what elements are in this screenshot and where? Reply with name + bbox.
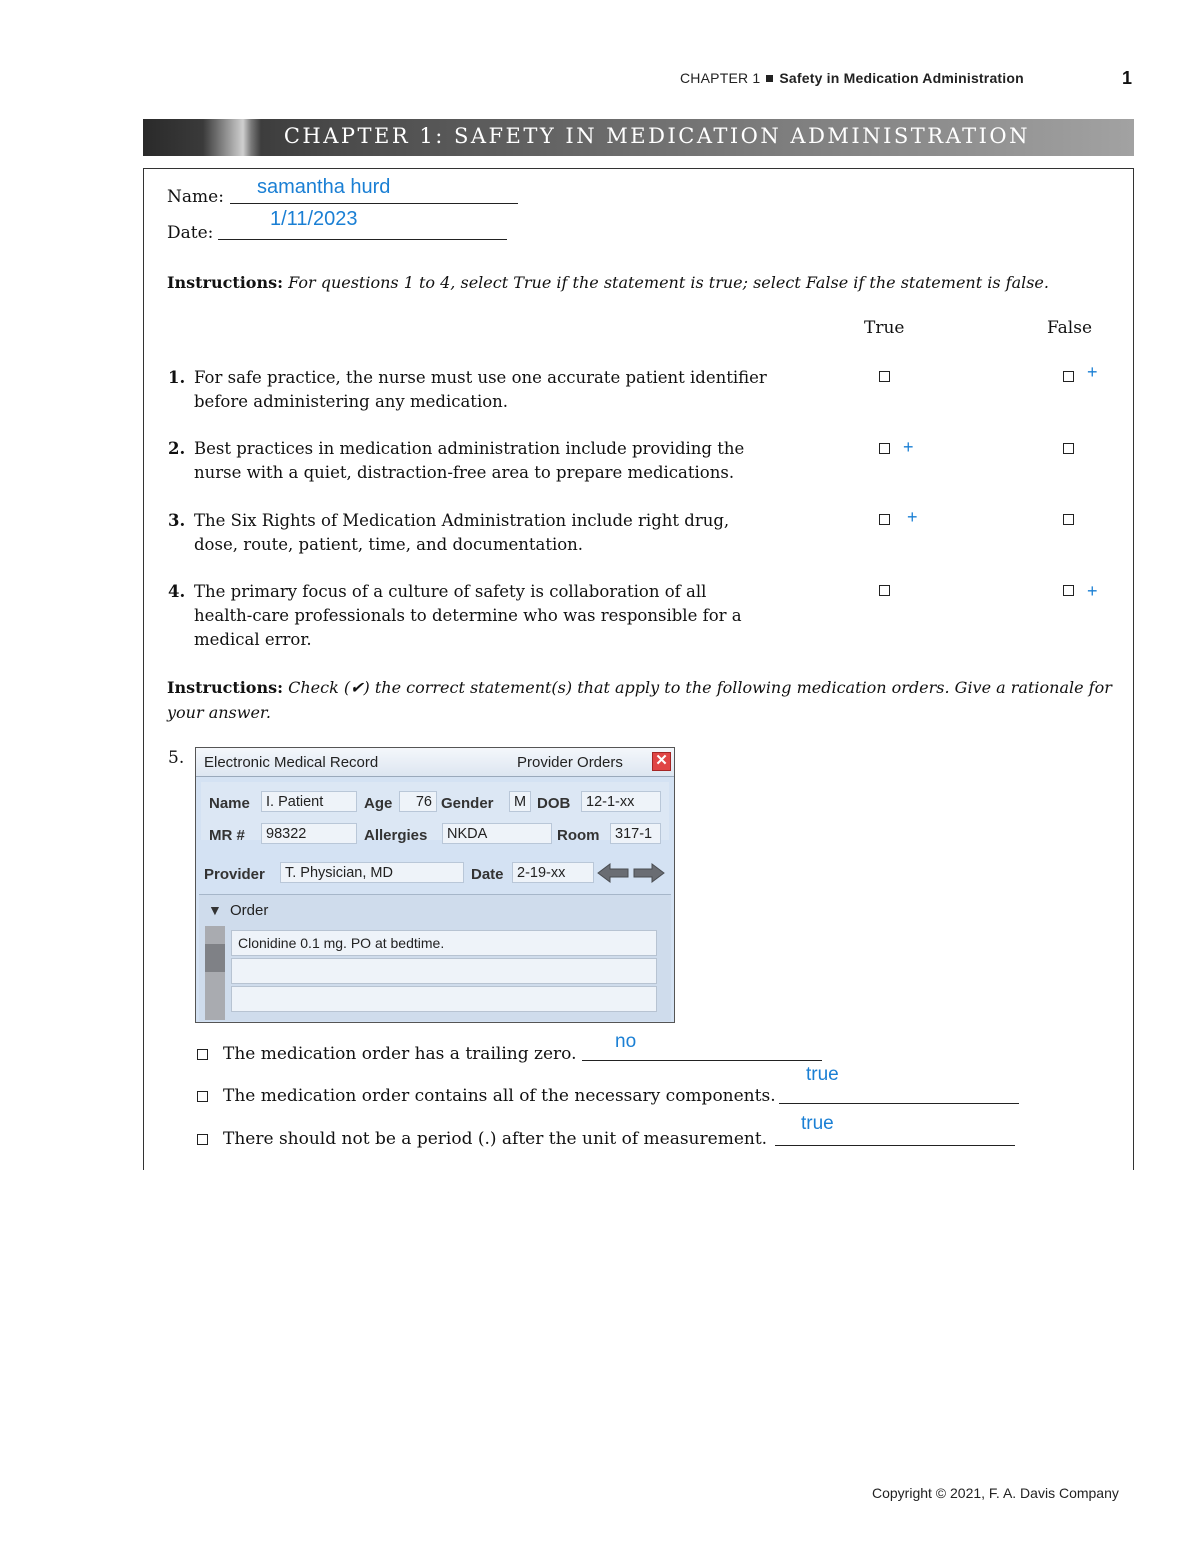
close-icon: ✕: [655, 752, 668, 769]
question-1-answer-mark: +: [1087, 362, 1098, 382]
instructions-true-false: [167, 270, 1117, 295]
emr-order-row-3[interactable]: [231, 986, 657, 1012]
emr-allergies-field[interactable]: NKDA: [442, 823, 552, 844]
worksheet-frame-left: [143, 168, 144, 1170]
emr-provider-label: Provider: [204, 866, 265, 883]
question-4-answer-mark: +: [1087, 581, 1098, 601]
emr-dob-label: DOB: [537, 795, 571, 812]
chapter-banner-title: CHAPTER 1: SAFETY IN MEDICATION ADMINISTRATION: [283, 124, 1030, 148]
column-false-heading: False: [1047, 318, 1092, 338]
worksheet-frame-right: [1133, 168, 1134, 1170]
instructions-text: Check (✔) the correct statement(s) that apply to the following medication orders. Give a rationale for your answer.: [167, 678, 1112, 722]
question-number: 4.: [168, 582, 186, 601]
running-header-chapter: CHAPTER 1: [680, 70, 761, 86]
name-input-line[interactable]: [230, 203, 518, 204]
emr-room-field[interactable]: 317-1: [610, 823, 661, 844]
emr-order-row-1[interactable]: Clonidine 0.1 mg. PO at bedtime.: [231, 930, 657, 956]
statement-1-text: The medication order has a trailing zero.: [223, 1044, 577, 1064]
statement-2-answer-line[interactable]: [779, 1103, 1019, 1104]
emr-date-field[interactable]: 2-19-xx: [512, 862, 594, 883]
copyright: Copyright © 2021, F. A. Davis Company: [872, 1485, 1119, 1501]
question-4: [168, 580, 788, 652]
emr-date-label: Date: [471, 866, 504, 883]
running-header-subtitle: Safety in Medication Administration: [779, 70, 1024, 86]
instructions-check: [167, 675, 1112, 725]
question-5-number: 5.: [168, 748, 185, 768]
emr-order-scrollbar[interactable]: [205, 926, 225, 1020]
arrow-left-icon[interactable]: [598, 864, 628, 882]
name-value: samantha hurd: [257, 176, 391, 198]
emr-gender-field[interactable]: M: [509, 791, 531, 812]
question-number: 3.: [168, 511, 186, 530]
emr-nav-arrows: [596, 861, 668, 885]
question-1-false-checkbox[interactable]: [1063, 371, 1074, 382]
emr-order-label: Order: [230, 902, 269, 919]
statement-3-answer: true: [801, 1113, 834, 1134]
name-label: Name:: [167, 187, 224, 207]
emr-name-label: Name: [209, 795, 250, 812]
emr-mr-field[interactable]: 98322: [261, 823, 357, 844]
question-text: The Six Rights of Medication Administration include right drug, dose, route, patient, time, and documentation.: [194, 511, 730, 554]
question-text: Best practices in medication administration include providing the nurse with a quiet, distraction-free area to prepare medications.: [194, 439, 745, 482]
date-input-line[interactable]: [218, 239, 507, 240]
emr-provider-orders-label: Provider Orders: [517, 754, 623, 771]
question-4-true-checkbox[interactable]: [879, 585, 890, 596]
statement-3-answer-line[interactable]: [775, 1145, 1015, 1146]
question-text: The primary focus of a culture of safety is collaboration of all health-care professionals to determine who was responsible for a medical error.: [194, 582, 742, 649]
emr-name-field[interactable]: I. Patient: [261, 791, 357, 812]
question-3-false-checkbox[interactable]: [1063, 514, 1074, 525]
emr-gender-label: Gender: [441, 795, 494, 812]
statement-1-checkbox[interactable]: [197, 1049, 208, 1060]
instructions-lead: Instructions:: [167, 678, 284, 697]
column-true-heading: True: [864, 318, 905, 338]
question-2-true-checkbox[interactable]: [879, 443, 890, 454]
question-text: For safe practice, the nurse must use one accurate patient identifier before administering any medication.: [194, 368, 767, 411]
running-header: [680, 70, 1024, 86]
question-3: [168, 509, 788, 557]
page-number: 1: [1122, 68, 1133, 88]
emr-title: Electronic Medical Record: [204, 754, 379, 771]
question-2-false-checkbox[interactable]: [1063, 443, 1074, 454]
worksheet-frame-top: [143, 168, 1134, 169]
question-2-answer-mark: +: [903, 437, 914, 457]
date-value: 1/11/2023: [270, 208, 358, 230]
date-label: Date:: [167, 223, 214, 243]
emr-age-label: Age: [364, 795, 393, 812]
emr-age-field[interactable]: 76: [399, 791, 437, 812]
question-number: 2.: [168, 439, 186, 458]
question-4-false-checkbox[interactable]: [1063, 585, 1074, 596]
statement-2-checkbox[interactable]: [197, 1091, 208, 1102]
emr-allergies-label: Allergies: [364, 827, 428, 844]
emr-mr-label: MR #: [209, 827, 245, 844]
statement-2-answer: true: [806, 1064, 839, 1085]
collapse-triangle-icon[interactable]: ▼: [208, 902, 222, 918]
statement-2-text: The medication order contains all of the necessary components.: [223, 1086, 776, 1106]
question-3-answer-mark: +: [907, 507, 918, 527]
emr-room-label: Room: [557, 827, 600, 844]
arrow-right-icon[interactable]: [634, 864, 664, 882]
emr-dob-field[interactable]: 12-1-xx: [581, 791, 661, 812]
question-3-true-checkbox[interactable]: [879, 514, 890, 525]
close-button[interactable]: [652, 752, 671, 771]
statement-3-text: There should not be a period (.) after the unit of measurement.: [223, 1129, 768, 1149]
instructions-lead: Instructions:: [167, 273, 284, 292]
emr-order-row-2[interactable]: [231, 958, 657, 984]
question-1: [168, 366, 788, 414]
question-1-true-checkbox[interactable]: [879, 371, 890, 382]
statement-1-answer-line[interactable]: [582, 1060, 822, 1061]
emr-provider-field[interactable]: T. Physician, MD: [280, 862, 464, 883]
question-2: [168, 437, 788, 485]
emr-order-scroll-thumb[interactable]: [205, 944, 225, 972]
question-number: 1.: [168, 368, 186, 387]
statement-1-answer: no: [615, 1031, 637, 1052]
square-bullet-icon: [766, 75, 773, 82]
instructions-text: For questions 1 to 4, select True if the statement is true; select False if the statement is false.: [288, 273, 1049, 292]
statement-3-checkbox[interactable]: [197, 1134, 208, 1145]
emr-window: [195, 747, 675, 1023]
